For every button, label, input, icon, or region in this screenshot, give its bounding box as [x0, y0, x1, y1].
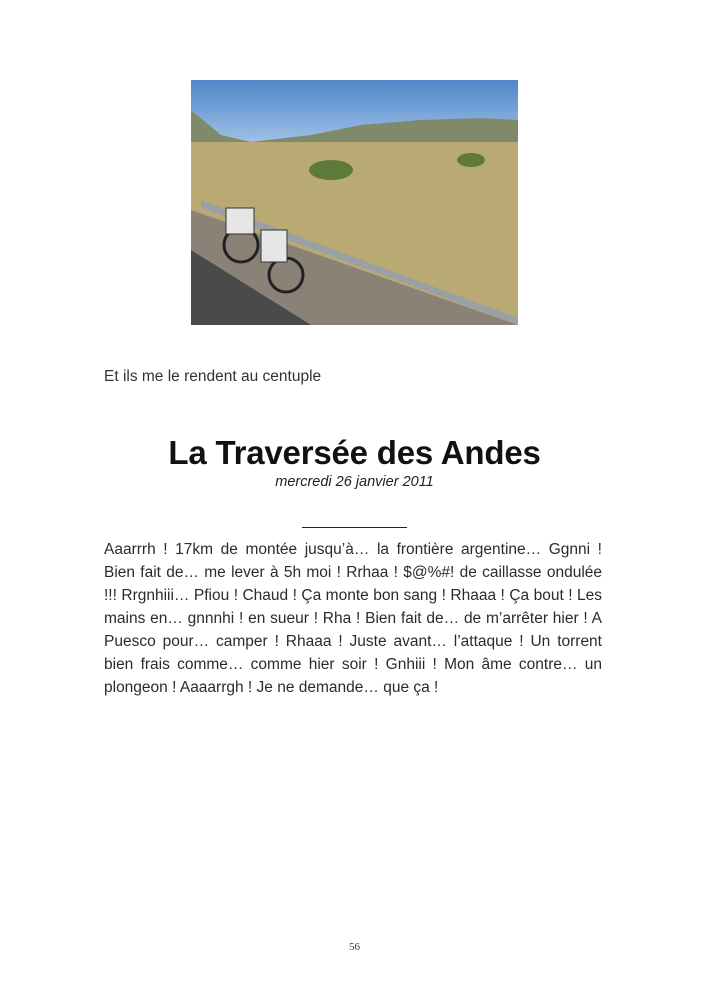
article-body: Aaarrrh ! 17km de montée jusqu’à… la frontière argentine… Ggnni ! Bien fait de… me lever à 5h moi ! Rrhaa ! $@%#! de caillasse ondulée !!! Rrgnhiii… Pfiou ! Chaud ! Ça monte bon sang ! Rhaaa ! Ça bout ! Les mains en… gnnnhi ! en sueur ! Rha ! Bien fait de… de m’arrêter hier ! A Puesco pour… camper ! Rhaaa ! Juste avant… l’attaque ! Un torrent bien frais comme… comme hier soir ! Gnhiii ! Mon âme contre… un plongeon ! Aaaarrgh ! Je ne demande… que ça ! — [104, 541, 602, 696]
bicycle-landscape-photo — [191, 80, 518, 325]
article-date: mercredi 26 janvier 2011 — [275, 474, 434, 490]
photo-caption: Et ils me le rendent au centuple — [104, 368, 322, 385]
article-title: La Traversée des Andes — [168, 434, 541, 471]
pannier-bag — [261, 230, 287, 262]
shrub — [309, 160, 353, 180]
pannier-bag — [226, 208, 254, 234]
page-number: 56 — [349, 941, 360, 953]
title-divider — [302, 527, 407, 528]
shrub — [457, 153, 485, 167]
